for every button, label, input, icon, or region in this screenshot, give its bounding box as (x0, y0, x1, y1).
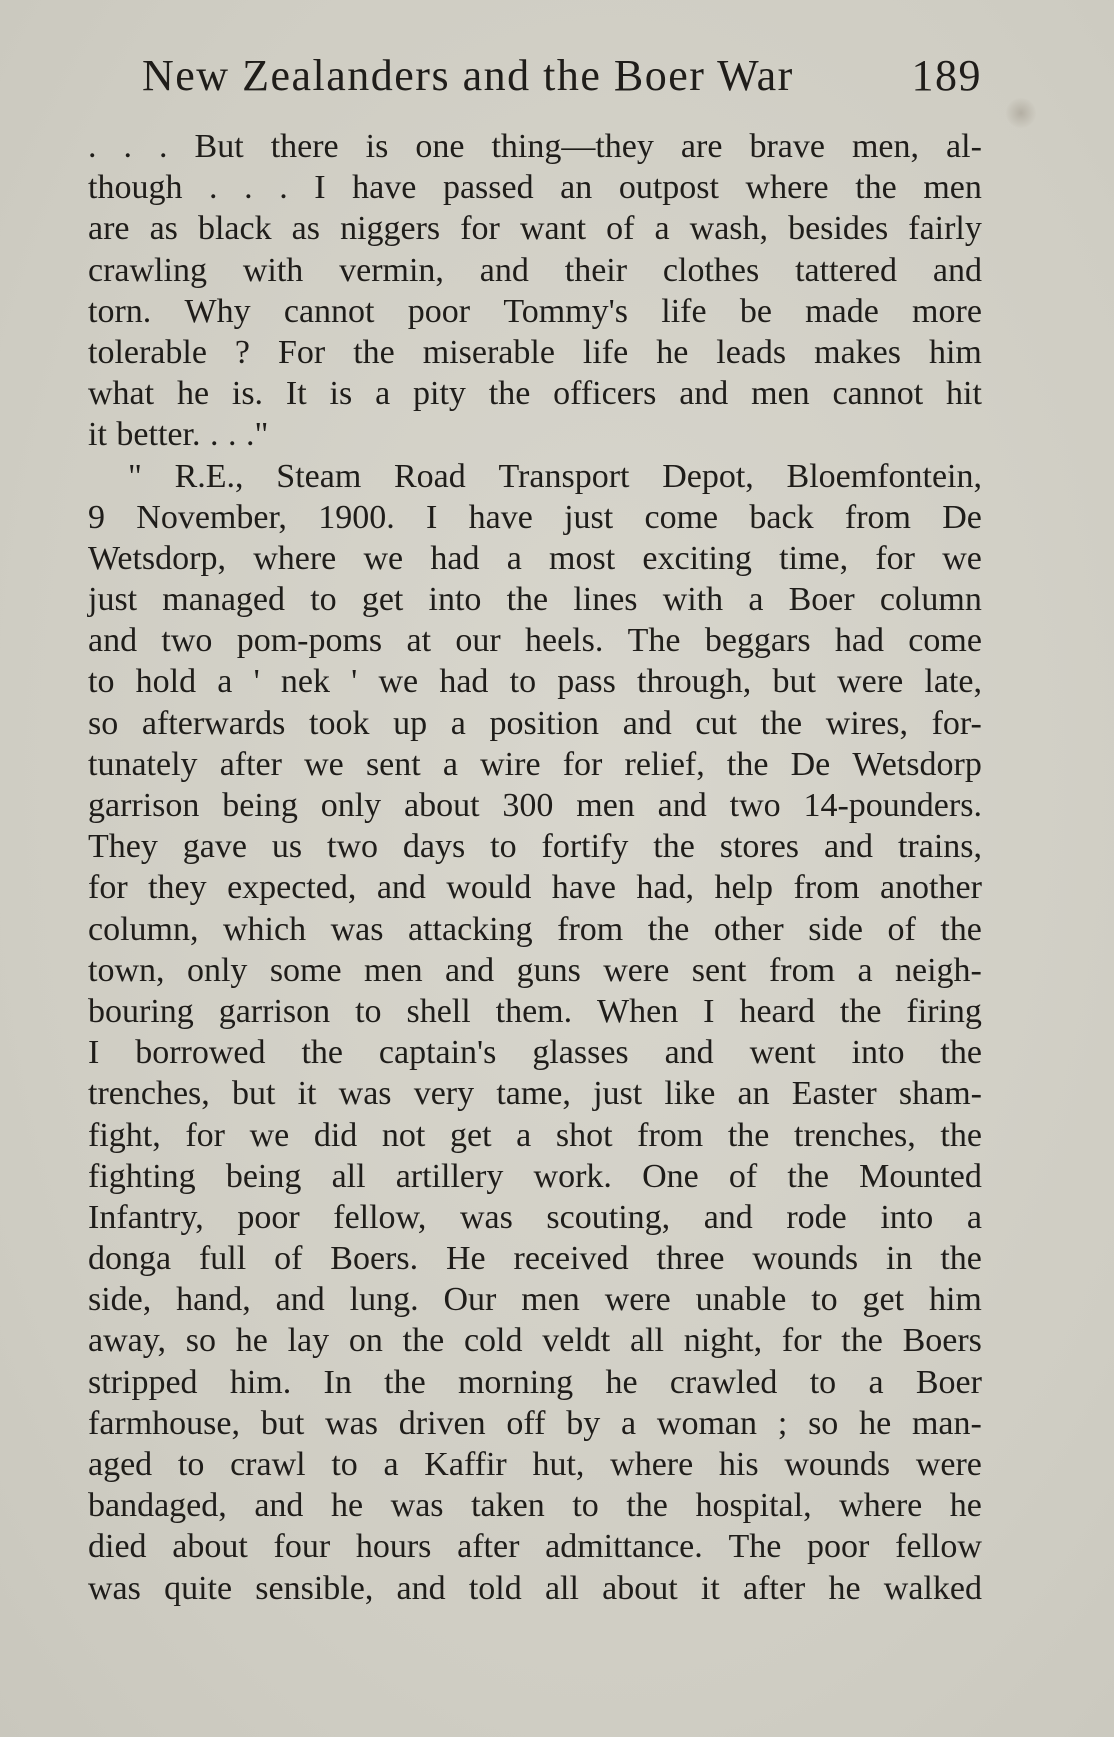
text-line: I borrowed the captain's glasses and went into the (88, 1034, 982, 1072)
paragraph (88, 456, 982, 1609)
text-line: are as black as niggers for want of a wash, besides fairly (88, 210, 982, 248)
text-line: donga full of Boers. He received three wounds in the (88, 1240, 982, 1278)
text-line: . . . But there is one thing—they are brave men, al- (88, 128, 982, 165)
text-line: aged to crawl to a Kaffir hut, where his wounds were (88, 1446, 982, 1483)
paper-blemish (1006, 98, 1036, 128)
text-line: Infantry, poor fellow, was scouting, and rode into a (88, 1198, 982, 1236)
text-line: away, so he lay on the cold veldt all night, for the Boers (88, 1322, 982, 1360)
text-line: " R.E., Steam Road Transport Depot, Bloemfontein, (128, 457, 982, 495)
text-line: side, hand, and lung. Our men were unable to get him (88, 1281, 982, 1319)
text-line: fighting being all artillery work. One of the Mounted (88, 1157, 982, 1195)
text-line: tolerable ? For the miserable life he leads makes him (88, 333, 982, 371)
text-line: fight, for we did not get a shot from the trenches, the (88, 1116, 982, 1154)
text-line: though . . . I have passed an outpost where the men (88, 169, 982, 207)
text-line: 9 November, 1900. I have just come back from De (88, 498, 982, 536)
text-line: garrison being only about 300 men and two 14-pounders. (88, 787, 982, 824)
text-line: Wetsdorp, where we had a most exciting time, for we (88, 539, 982, 577)
text-line: was quite sensible, and told all about it after he walked (88, 1569, 982, 1607)
running-head (142, 50, 982, 110)
text-line: tunately after we sent a wire for relief, the De Wetsdorp (88, 745, 982, 783)
text-line: bandaged, and he was taken to the hospital, where he (88, 1487, 982, 1525)
text-line: so afterwards took up a position and cut the wires, for- (88, 704, 982, 742)
text-line: bouring garrison to shell them. When I heard the firing (88, 992, 982, 1030)
text-line: farmhouse, but was driven off by a woman ; so he man- (88, 1404, 982, 1442)
text-line: torn. Why cannot poor Tommy's life be made more (88, 292, 982, 330)
text-line: column, which was attacking from the other side of the (88, 910, 982, 948)
page-number: 189 (911, 51, 982, 100)
text-line: just managed to get into the lines with a Boer column (88, 581, 982, 619)
text-line: crawling with vermin, and their clothes tattered and (88, 251, 982, 289)
text-line: trenches, but it was very tame, just like an Easter sham- (88, 1075, 982, 1113)
text-line: it better. . . ." (88, 416, 269, 454)
text-line: what he is. It is a pity the officers and men cannot hit (88, 375, 982, 413)
text-line: and two pom-poms at our heels. The beggars had come (88, 622, 982, 660)
paragraph (88, 126, 982, 456)
text-line: stripped him. In the morning he crawled to a Boer (88, 1363, 982, 1401)
running-title: New Zealanders and the Boer War (142, 51, 794, 100)
text-line: died about four hours after admittance. The poor fellow (88, 1528, 982, 1566)
text-line: to hold a ' nek ' we had to pass through, but were late, (88, 663, 982, 701)
text-line: They gave us two days to fortify the stores and trains, (88, 828, 982, 866)
text-line: town, only some men and guns were sent from a neigh- (88, 951, 982, 989)
body-text (88, 126, 982, 1609)
text-line: for they expected, and would have had, help from another (88, 869, 982, 907)
